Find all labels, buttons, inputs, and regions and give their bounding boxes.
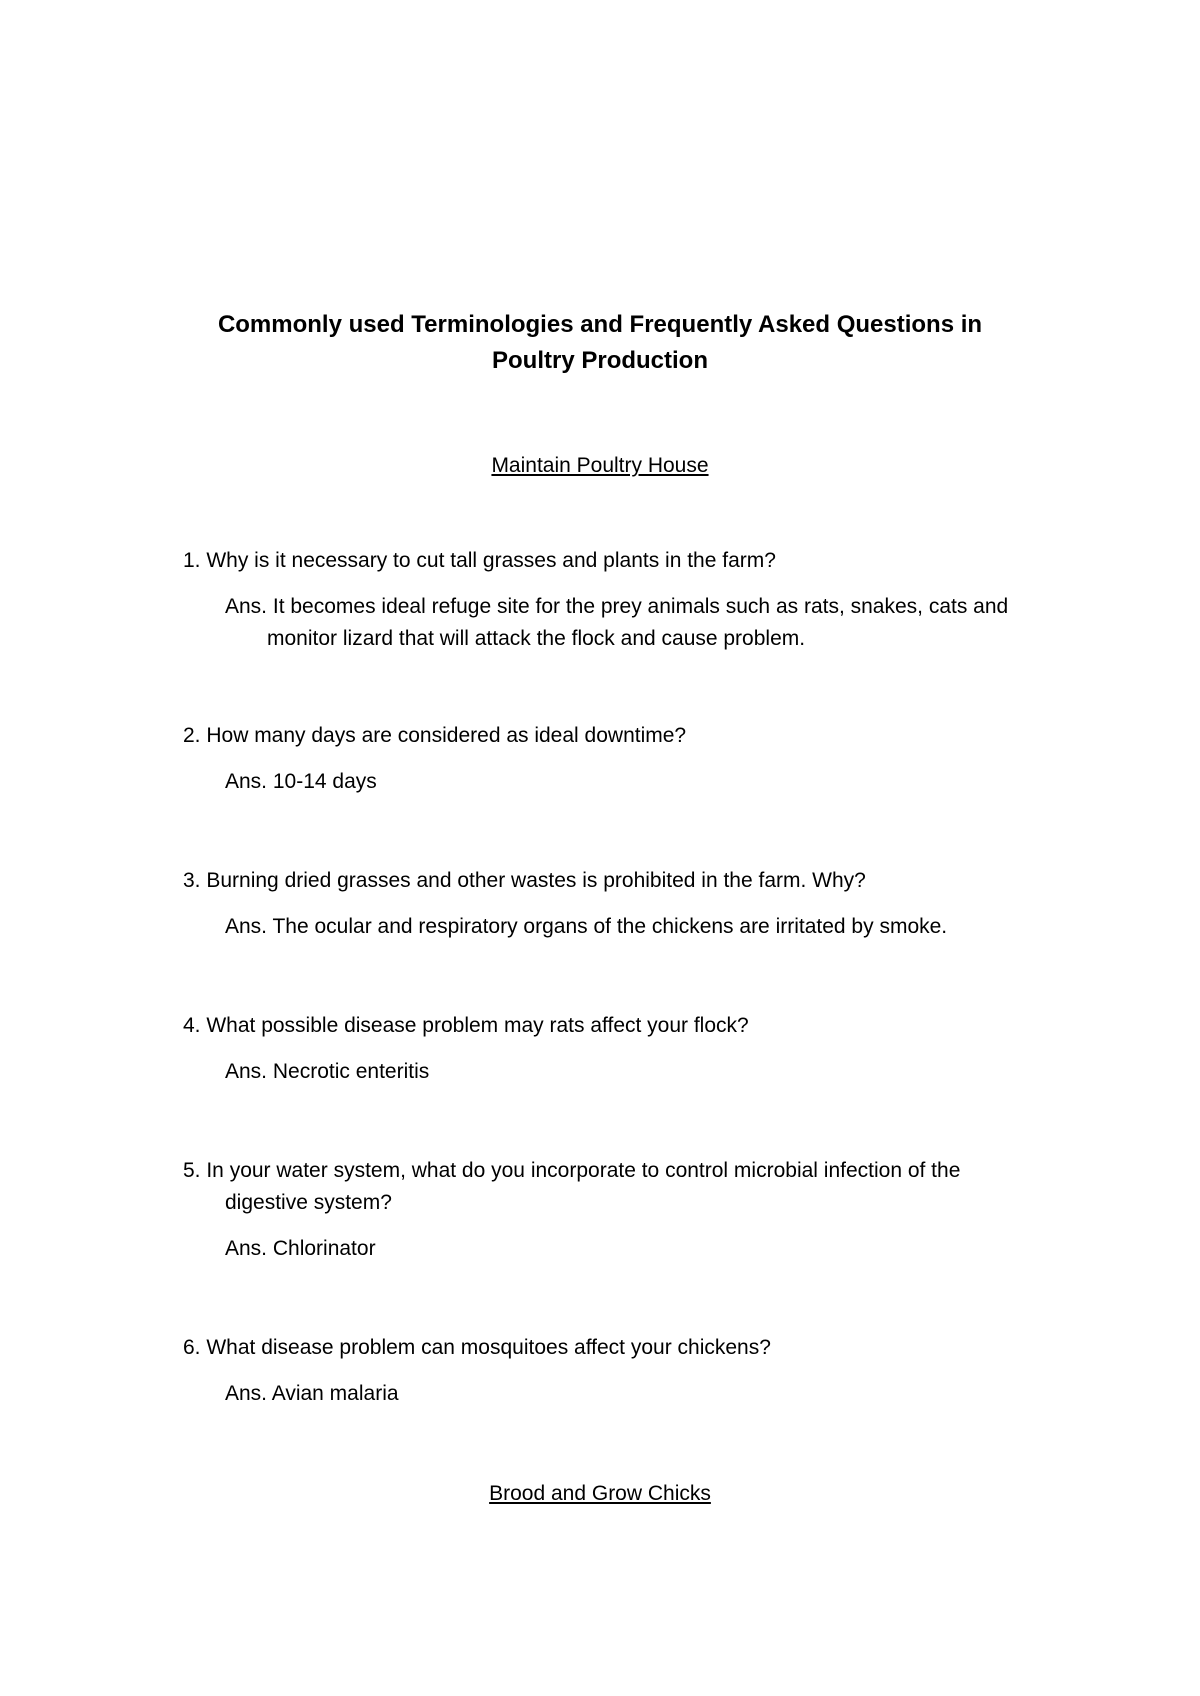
question-text: 3. Burning dried grasses and other wastes is prohibited in the farm. Why? — [183, 869, 866, 892]
answer-text: Ans. Chlorinator — [225, 1237, 376, 1260]
qa-item-5 — [183, 1155, 1013, 1265]
question-text: 1. Why is it necessary to cut tall grasses and plants in the farm? — [183, 549, 776, 572]
question-text: 4. What possible disease problem may rats affect your flock? — [183, 1014, 749, 1037]
question-text: 2. How many days are considered as ideal downtime? — [183, 724, 687, 747]
qa-item-3 — [183, 865, 1013, 943]
section-heading-maintain-poultry-house: Maintain Poultry House — [491, 454, 709, 477]
qa-item-2 — [183, 720, 1013, 798]
question-text: 5. In your water system, what do you incorporate to control microbial infection of the digestive system? — [183, 1159, 961, 1214]
qa-item-1 — [183, 545, 1013, 655]
qa-item-4 — [183, 1010, 1013, 1088]
answer-text: Ans. The ocular and respiratory organs of the chickens are irritated by smoke. — [225, 915, 948, 938]
document-title: Commonly used Terminologies and Frequently Asked Questions in Poultry Production — [217, 311, 983, 374]
answer-text: Ans. Avian malaria — [225, 1382, 399, 1405]
qa-item-6 — [183, 1332, 1013, 1410]
answer-text: Ans. It becomes ideal refuge site for the prey animals such as rats, snakes, cats and monitor lizard that will attack the flock and cause problem. — [225, 595, 1009, 650]
answer-text: Ans. 10-14 days — [225, 770, 377, 793]
question-text: 6. What disease problem can mosquitoes affect your chickens? — [183, 1336, 771, 1359]
answer-text: Ans. Necrotic enteritis — [225, 1060, 430, 1083]
section-heading-brood-and-grow-chicks: Brood and Grow Chicks — [489, 1482, 711, 1505]
